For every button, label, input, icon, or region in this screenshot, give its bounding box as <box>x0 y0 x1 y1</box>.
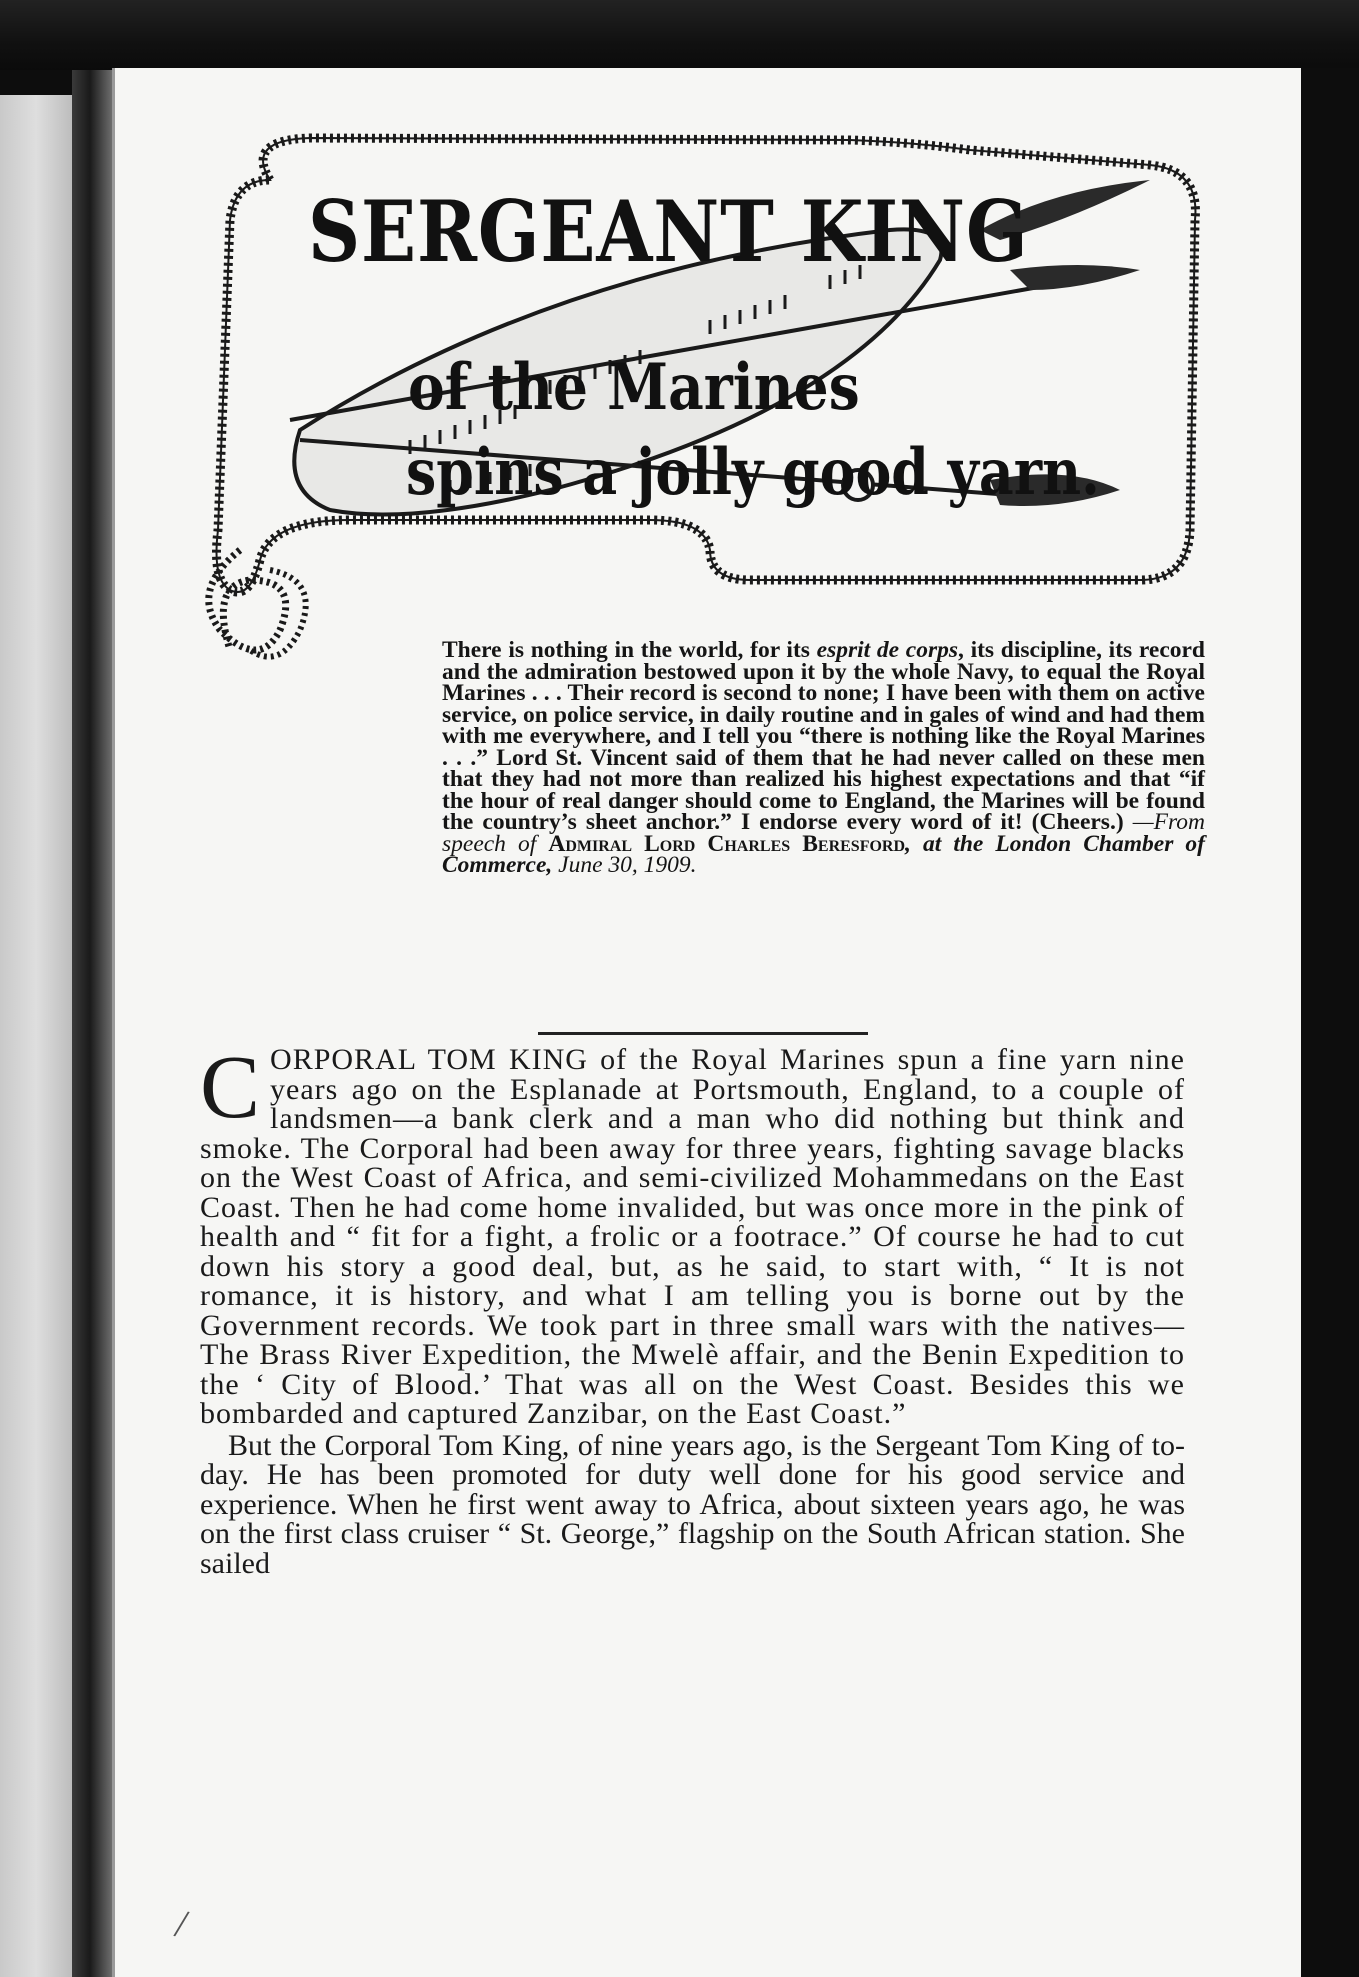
book-gutter <box>72 70 112 1977</box>
quote-text: , its discipline, its record and the admiration bestowed upon it by the whole Navy, to equal the Royal Marines . . . Their record is second to none; I have been with them on active service, on police service, in daily routine and in gales of wind and had them with me everywhere, and I tell you “there is nothing like the Royal Marines . . .” Lord St. Vincent said of them that he had never called on these men that they had not more than realized his highest expectations and that “if the hour of real danger should come to England, the Marines will be found the country’s sheet anchor.” I endorse every word of it! (Cheers.) <box>442 637 1206 835</box>
scan-background-right <box>1298 68 1359 1977</box>
headline-block <box>308 182 1188 510</box>
section-divider <box>538 1032 868 1035</box>
scan-background-top <box>0 0 1359 70</box>
article-body <box>200 1038 1185 1745</box>
quote-attribution-place: , at the London Chamber of Commerce, <box>442 830 1205 878</box>
quote-attribution-date: June 30, 1909. <box>558 852 697 878</box>
quote-lead: There is nothing in the world, for its <box>442 637 810 663</box>
headline-subtitle: of the Marines <box>408 350 860 425</box>
facing-page-edge <box>0 95 72 1977</box>
headline-tagline: spins a jolly good yarn. <box>406 435 1100 510</box>
headline-title: SERGEANT KING <box>308 182 1029 281</box>
rope-clearance <box>210 640 442 860</box>
article-paragraph-1 <box>200 1038 1185 1430</box>
pencil-mark: / <box>171 1900 192 1947</box>
article-paragraph-2: But the Corporal Tom King, of nine years ago, is the Sergeant Tom King of to-day. He has been promoted for duty well done for his good service and experience. When he first went away to Africa, about sixteen years ago, he was on the first class cruiser “ St. George,” flagship on the South African station. She sailed <box>200 1428 1185 1580</box>
quote-attribution-name: Admiral Lord Charles Beresford <box>548 830 906 857</box>
paragraph-1-text: ORPORAL TOM KING of the Royal Marines spun a fine yarn nine years ago on the Esplanade at Portsmouth, England, to a couple of landsmen—a bank clerk and a man who did nothing but think and smoke. The Corporal had been away for three years, fighting savage blacks on the West Coast of Africa, and semi-civilized Mohammedans on the East Coast. Then he had come home invalided, but was once more in the pink of health and “ fit for a fight, a frolic or a footrace.” Of course he had to cut down his story a good deal, but, as he said, to start with, “ It is not romance, it is history, and what I am telling you is borne out by the Government records. We took part in three small wars with the natives—The Brass River Expedition, the Mwelè affair, and the Benin Expedition to the ‘ City of Blood.’ That was all on the West Coast. Besides this we bombarded and captured Zanzibar, on the East Coast.” <box>200 1043 1185 1430</box>
drop-cap: C <box>200 1038 261 1137</box>
quote-esprit: esprit de corps <box>816 637 958 663</box>
quote-attribution-lead: —From speech of <box>442 809 1206 857</box>
beresford-quote <box>210 637 1206 1010</box>
